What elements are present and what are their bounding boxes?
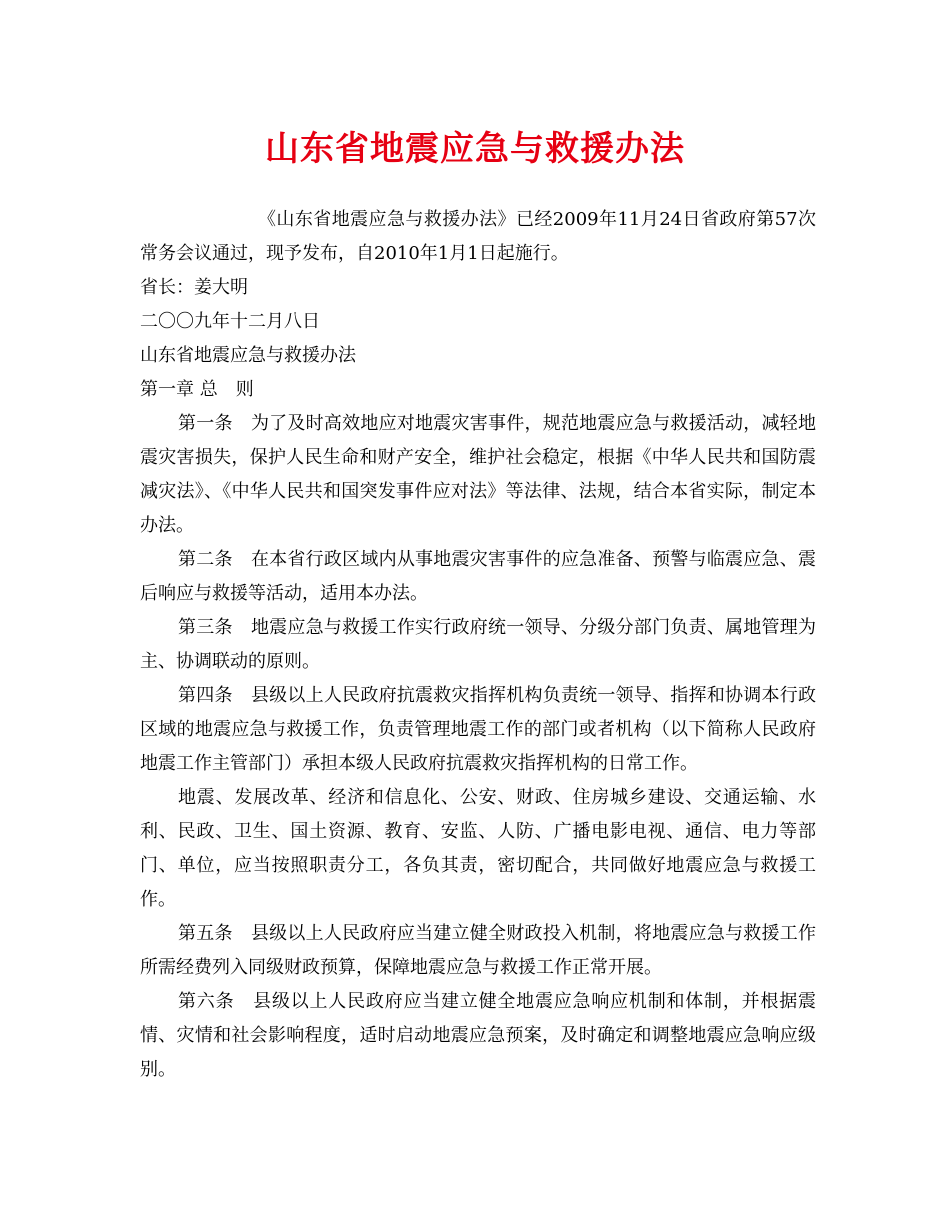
- article-4: 第四条 县级以上人民政府抗震救灾指挥机构负责统一领导、指挥和协调本行政区域的地震应急与救援工作，负责管理地震工作的部门或者机构（以下简称人民政府地震工作主管部门）承担本级人民政府抗震救灾指挥机构的日常工作。: [140, 685, 816, 774]
- article-5: 第五条 县级以上人民政府应当建立健全财政投入机制，将地震应急与救援工作所需经费列入同级财政预算，保障地震应急与救援工作正常开展。: [140, 923, 816, 978]
- article-2: 第二条 在本省行政区域内从事地震灾害事件的应急准备、预警与临震应急、震后响应与救援等活动，适用本办法。: [140, 549, 816, 604]
- article-3: 第三条 地震应急与救援工作实行政府统一领导、分级分部门负责、属地管理为主、协调联动的原则。: [140, 617, 816, 672]
- document-title: 山东省地震应急与救援办法: [265, 129, 685, 169]
- article-6: 第六条 县级以上人民政府应当建立健全地震应急响应机制和体制，并根据震情、灾情和社会影响程度，适时启动地震应急预案，及时确定和调整地震应急响应级别。: [140, 991, 816, 1080]
- chapter-heading: 第一章 总 则: [140, 379, 254, 400]
- article-1: 第一条 为了及时高效地应对地震灾害事件，规范地震应急与救援活动，减轻地震灾害损失，保护人民生命和财产安全，维护社会稳定，根据《中华人民共和国防震减灾法》、《中华人民共和国突发事件应对法》等法律、法规，结合本省实际，制定本办法。: [140, 413, 816, 536]
- date-line: 二〇〇九年十二月八日: [140, 311, 320, 332]
- document-subtitle: 山东省地震应急与救援办法: [140, 345, 356, 366]
- intro-paragraph: 《山东省地震应急与救援办法》已经2009年11月24日省政府第57次常务会议通过，现予发布，自2010年1月1日起施行。: [140, 209, 816, 264]
- signatory-line: 省长：姜大明: [140, 277, 248, 298]
- document-body: [140, 203, 816, 1087]
- article-4-paragraph-2: 地震、发展改革、经济和信息化、公安、财政、住房城乡建设、交通运输、水利、民政、卫生、国土资源、教育、安监、人防、广播电影电视、通信、电力等部门、单位，应当按照职责分工，各负其责，密切配合，共同做好地震应急与救援工作。: [140, 787, 816, 910]
